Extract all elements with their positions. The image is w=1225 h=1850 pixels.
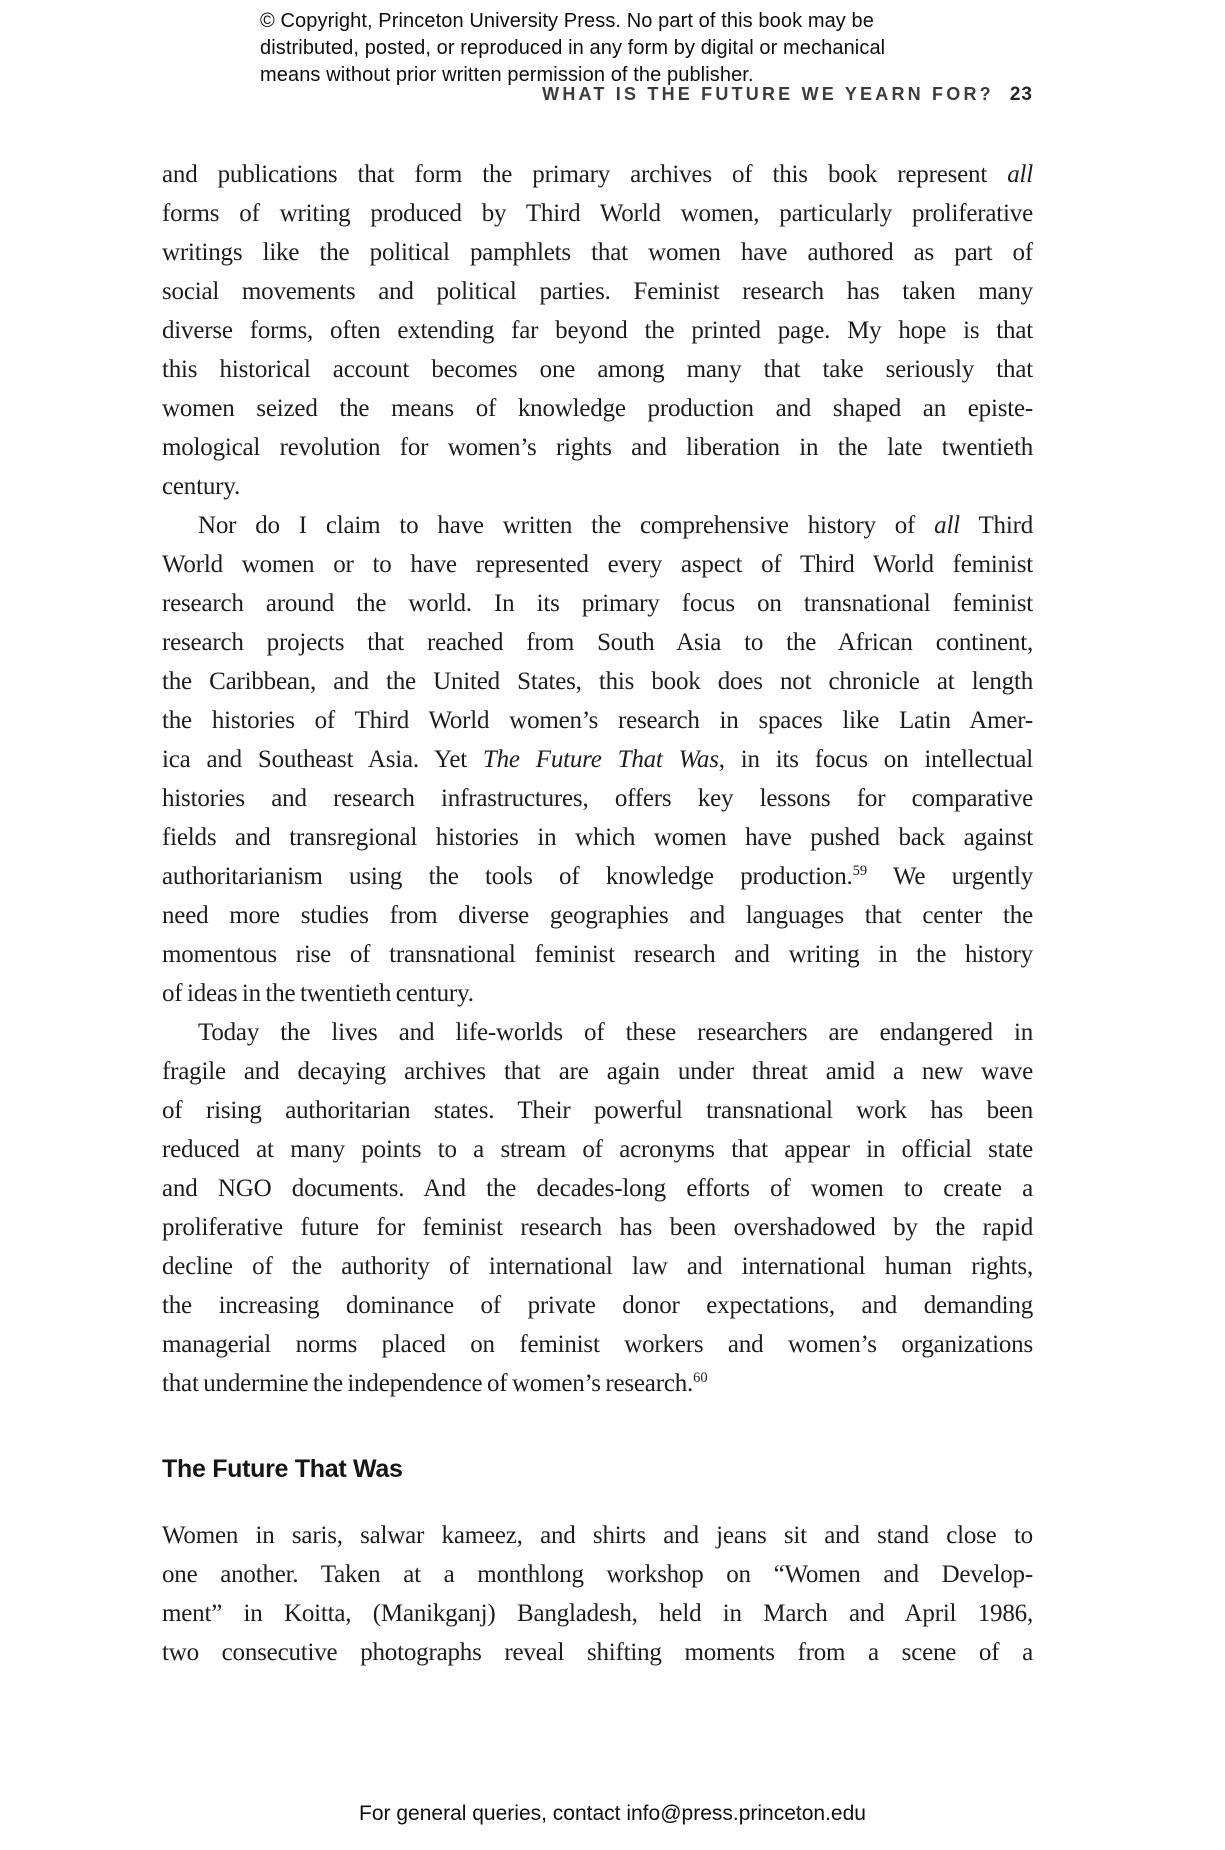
body-line [162,1286,1033,1325]
page-number: 23 [1009,84,1033,105]
text-segment: mological revolution for women’s rights and liberation in the late twentieth [162,434,1033,461]
body-line [162,272,1033,311]
body-paragraph [162,1013,1033,1403]
text-segment: decline of the authority of international law and international human rights, [162,1253,1033,1280]
text-segment: need more studies from diverse geographies and languages that center the [162,902,1033,929]
body-line [162,1208,1033,1247]
text-segment: We urgently [867,863,1033,890]
body-line [162,467,1033,506]
body-line [162,1052,1033,1091]
body-line [162,662,1033,701]
body-line [162,1364,1033,1403]
text-segment: writings like the political pamphlets that women have authored as part of [162,239,1033,266]
text-segment: that undermine the independence of women’s research. [162,1370,694,1397]
text-segment: proliferative future for feminist research has been overshadowed by the rapid [162,1214,1033,1241]
body-line [162,233,1033,272]
text-segment: and NGO documents. And the decades-long efforts of women to create a [162,1175,1033,1202]
body-line [162,974,1033,1013]
body-line [162,1247,1033,1286]
footer-queries-line: For general queries, contact info@press.princeton.edu [359,1802,866,1825]
footnote-reference: 60 [693,1370,708,1386]
body-line [162,896,1033,935]
text-segment: World women or to have represented every aspect of Third World feminist [162,551,1033,578]
running-header-title: WHAT IS THE FUTURE WE YEARN FOR? [542,84,994,104]
body-line [162,389,1033,428]
body-line [162,701,1033,740]
body-line [162,779,1033,818]
text-segment: diverse forms, often extending far beyond the printed page. My hope is that [162,317,1033,344]
italic-segment: all [934,512,960,539]
text-segment: research projects that reached from South Asia to the African continent, [162,629,1033,656]
body-line [162,506,1033,545]
text-segment: ment” in Koitta, (Manikganj) Bangladesh, held in March and April 1986, [162,1600,1033,1627]
text-segment: ica and Southeast Asia. Yet [162,746,483,773]
text-segment: of rising authoritarian states. Their powerful transnational work has been [162,1097,1033,1124]
running-header [162,84,1033,106]
text-segment: social movements and political parties. Feminist research has taken many [162,278,1033,305]
body-paragraph [162,506,1033,1013]
body-line [162,740,1033,779]
body-paragraph [162,1516,1033,1672]
text-segment: momentous rise of transnational feminist research and writing in the history [162,941,1033,968]
text-segment: and publications that form the primary archives of this book represent [162,161,1008,188]
text-segment: fragile and decaying archives that are again under threat amid a new wave [162,1058,1033,1085]
body-line [162,428,1033,467]
text-segment: of ideas in the twentieth century. [162,980,474,1007]
text-segment: managerial norms placed on feminist workers and women’s organizations [162,1331,1033,1358]
body-line [162,1169,1033,1208]
body-line [162,818,1033,857]
section-heading: The Future That Was [162,1455,403,1483]
copyright-line: distributed, posted, or reproduced in any form by digital or mechanical [260,37,886,59]
copyright-notice [260,8,885,89]
body-line [162,1130,1033,1169]
body-text-column [162,155,1033,1672]
footnote-reference: 59 [852,863,868,879]
text-segment: the Caribbean, and the United States, this book does not chronicle at length [162,668,1033,695]
text-segment: Third [959,512,1033,539]
italic-segment: The Future That Was [482,746,719,773]
body-line [162,1325,1033,1364]
text-segment: forms of writing produced by Third World women, particularly proliferative [162,200,1033,227]
text-segment: , in its focus on intellectual [718,746,1033,773]
body-line [162,935,1033,974]
italic-segment: all [1007,161,1033,188]
text-segment: this historical account becomes one among many that take seriously that [162,356,1033,383]
body-line [162,1013,1033,1052]
copyright-line: means without prior written permission of the publisher. [260,64,754,86]
text-segment: century. [162,473,240,500]
body-paragraph [162,155,1033,506]
body-line [162,350,1033,389]
text-segment: the histories of Third World women’s research in spaces like Latin Amer- [162,707,1033,734]
body-line [162,311,1033,350]
text-segment: histories and research infrastructures, offers key lessons for comparative [162,785,1033,812]
copyright-line: © Copyright, Princeton University Press. No part of this book may be [260,10,875,32]
body-line [162,155,1033,194]
text-segment: one another. Taken at a monthlong workshop on “Women and Develop- [162,1561,1033,1588]
text-segment: Today the lives and life-worlds of these researchers are endangered in [198,1019,1033,1046]
text-segment: the increasing dominance of private donor expectations, and demanding [162,1292,1033,1319]
body-line [162,584,1033,623]
body-line [162,623,1033,662]
body-line [162,857,1033,896]
body-line [162,1594,1033,1633]
body-line [162,545,1033,584]
text-segment: reduced at many points to a stream of acronyms that appear in official state [162,1136,1033,1163]
text-segment: Nor do I claim to have written the comprehensive history of [198,512,935,539]
body-line [162,194,1033,233]
text-segment: fields and transregional histories in which women have pushed back against [162,824,1033,851]
text-segment: Women in saris, salwar kameez, and shirts and jeans sit and stand close to [162,1522,1033,1549]
body-line [162,1516,1033,1555]
text-segment: women seized the means of knowledge production and shaped an episte- [162,395,1033,422]
body-line [162,1555,1033,1594]
body-line [162,1633,1033,1672]
text-segment: two consecutive photographs reveal shifting moments from a scene of a [162,1639,1033,1666]
text-segment: authoritarianism using the tools of knowledge production. [162,863,853,890]
text-segment: research around the world. In its primary focus on transnational feminist [162,590,1033,617]
body-line [162,1091,1033,1130]
